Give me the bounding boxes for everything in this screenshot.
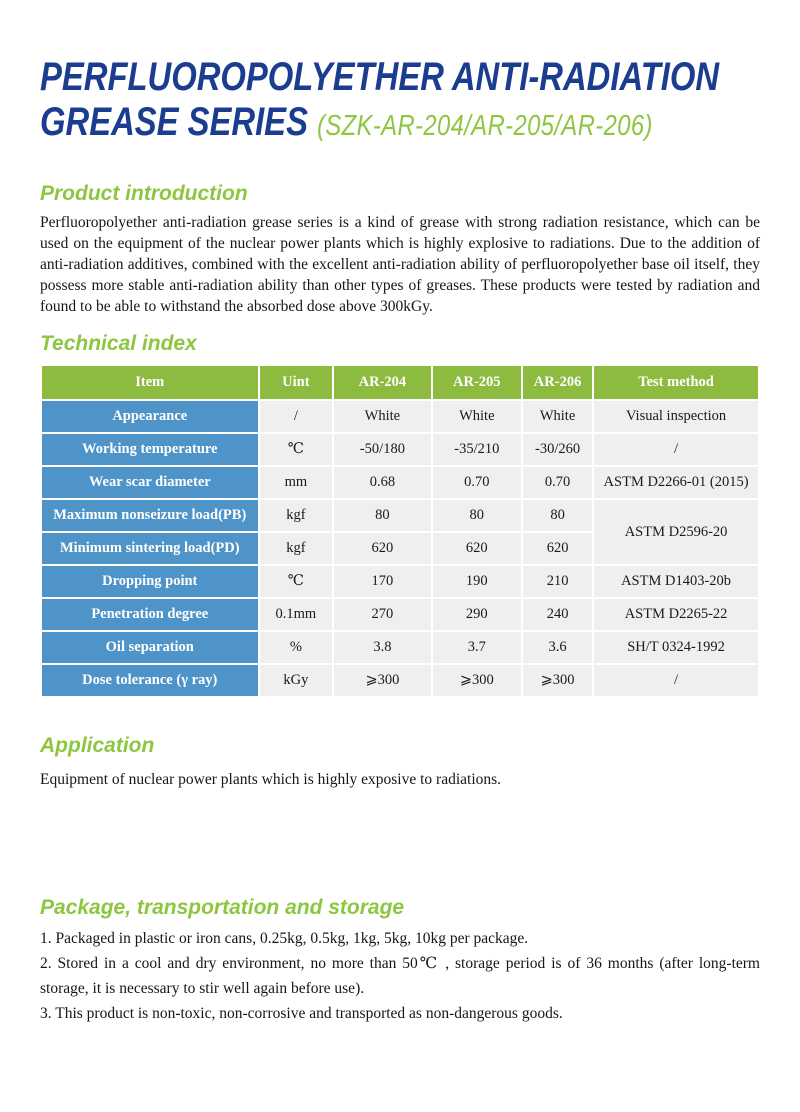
- package-list: [40, 926, 760, 1026]
- table-row: [41, 631, 759, 664]
- value-cell-ar206: 0.70: [522, 466, 593, 499]
- test-method-cell: ASTM D2266-01 (2015): [593, 466, 759, 499]
- value-cell-ar205: 620: [432, 532, 522, 565]
- table-row: [41, 400, 759, 433]
- package-list-item: 1. Packaged in plastic or iron cans, 0.25kg, 0.5kg, 1kg, 5kg, 10kg per package.: [40, 930, 529, 947]
- page-title-line1: [40, 55, 719, 100]
- value-cell-ar204: 270: [333, 598, 431, 631]
- item-cell: Appearance: [41, 400, 259, 433]
- section-heading-product-introduction: Product introduction: [40, 182, 248, 205]
- value-cell-ar204: 620: [333, 532, 431, 565]
- page-title-text2: GREASE SERIES: [40, 100, 308, 144]
- unit-cell: kgf: [259, 532, 334, 565]
- unit-cell: 0.1mm: [259, 598, 334, 631]
- test-method-cell: /: [593, 433, 759, 466]
- page-title: [40, 55, 760, 149]
- value-cell-ar206: 210: [522, 565, 593, 598]
- table-header-row: [41, 365, 759, 400]
- test-method-cell-merged: ASTM D2596-20: [593, 499, 759, 565]
- product-introduction-paragraph: Perfluoropolyether anti-radiation grease series is a kind of grease with strong radiation resistance, which can be used on the equipment of the nuclear power plants which is highly explosive to radiations. Due to the addition of anti-radiation additives, combined with the excellent anti-radiation ability of perfluoropolyether base oil itself, they possess more stable anti-radiation ability than other types of greases. These products were tested by radiation and found to be able to withstand the absorbed dose above 300kGy.: [40, 214, 760, 315]
- package-list-item: 3. This product is non-toxic, non-corrosive and transported as non-dangerous goods.: [40, 1005, 563, 1022]
- value-cell-ar205: -35/210: [432, 433, 522, 466]
- table-row: [41, 466, 759, 499]
- test-method-cell: /: [593, 664, 759, 697]
- value-cell-ar204: White: [333, 400, 431, 433]
- value-cell-ar204: -50/180: [333, 433, 431, 466]
- unit-cell: %: [259, 631, 334, 664]
- unit-cell: kGy: [259, 664, 334, 697]
- value-cell-ar206: White: [522, 400, 593, 433]
- page-title-text1: PERFLUOROPOLYETHER ANTI-RADIATION: [40, 55, 720, 99]
- section-heading-technical-index: Technical index: [40, 332, 197, 355]
- test-method-cell: ASTM D1403-20b: [593, 565, 759, 598]
- column-header-ar204: AR-204: [333, 365, 431, 400]
- item-cell: Working temperature: [41, 433, 259, 466]
- value-cell-ar204: 3.8: [333, 631, 431, 664]
- column-header-item: Item: [41, 365, 259, 400]
- table-row: [41, 433, 759, 466]
- section-heading-application: Application: [40, 734, 155, 757]
- technical-index-table: [40, 364, 760, 698]
- value-cell-ar205: 0.70: [432, 466, 522, 499]
- column-header-ar206: AR-206: [522, 365, 593, 400]
- value-cell-ar205: 290: [432, 598, 522, 631]
- item-cell: Dose tolerance (γ ray): [41, 664, 259, 697]
- column-header-ar205: AR-205: [432, 365, 522, 400]
- unit-cell: /: [259, 400, 334, 433]
- page-title-line2: [40, 100, 653, 149]
- item-cell: Maximum nonseizure load(PB): [41, 499, 259, 532]
- value-cell-ar204: 0.68: [333, 466, 431, 499]
- item-cell: Minimum sintering load(PD): [41, 532, 259, 565]
- page-title-model-codes: (SZK-AR-204/AR-205/AR-206): [317, 110, 653, 142]
- value-cell-ar206: -30/260: [522, 433, 593, 466]
- value-cell-ar204: 80: [333, 499, 431, 532]
- value-cell-ar206: ⩾300: [522, 664, 593, 697]
- test-method-cell: SH/T 0324-1992: [593, 631, 759, 664]
- test-method-cell: ASTM D2265-22: [593, 598, 759, 631]
- value-cell-ar206: 620: [522, 532, 593, 565]
- unit-cell: kgf: [259, 499, 334, 532]
- value-cell-ar205: ⩾300: [432, 664, 522, 697]
- value-cell-ar205: 80: [432, 499, 522, 532]
- value-cell-ar205: 190: [432, 565, 522, 598]
- table-row: [41, 598, 759, 631]
- value-cell-ar205: 3.7: [432, 631, 522, 664]
- package-list-item: 2. Stored in a cool and dry environment, no more than 50℃ , storage period is of 36 months (after long-term storage, it is necessary to stir well again before use).: [40, 955, 760, 997]
- value-cell-ar204: ⩾300: [333, 664, 431, 697]
- application-paragraph: Equipment of nuclear power plants which is highly exposive to radiations.: [40, 771, 502, 788]
- document-page: [0, 55, 800, 1026]
- test-method-cell: Visual inspection: [593, 400, 759, 433]
- column-header-unit: Uint: [259, 365, 334, 400]
- value-cell-ar204: 170: [333, 565, 431, 598]
- unit-cell: mm: [259, 466, 334, 499]
- item-cell: Wear scar diameter: [41, 466, 259, 499]
- column-header-test-method: Test method: [593, 365, 759, 400]
- value-cell-ar206: 240: [522, 598, 593, 631]
- table-row: [41, 664, 759, 697]
- item-cell: Dropping point: [41, 565, 259, 598]
- table-row: [41, 499, 759, 532]
- section-heading-package-transportation-storage: Package, transportation and storage: [40, 896, 405, 919]
- item-cell: Penetration degree: [41, 598, 259, 631]
- value-cell-ar206: 3.6: [522, 631, 593, 664]
- item-cell: Oil separation: [41, 631, 259, 664]
- unit-cell: ℃: [259, 565, 334, 598]
- value-cell-ar205: White: [432, 400, 522, 433]
- unit-cell: ℃: [259, 433, 334, 466]
- value-cell-ar206: 80: [522, 499, 593, 532]
- table-row: [41, 565, 759, 598]
